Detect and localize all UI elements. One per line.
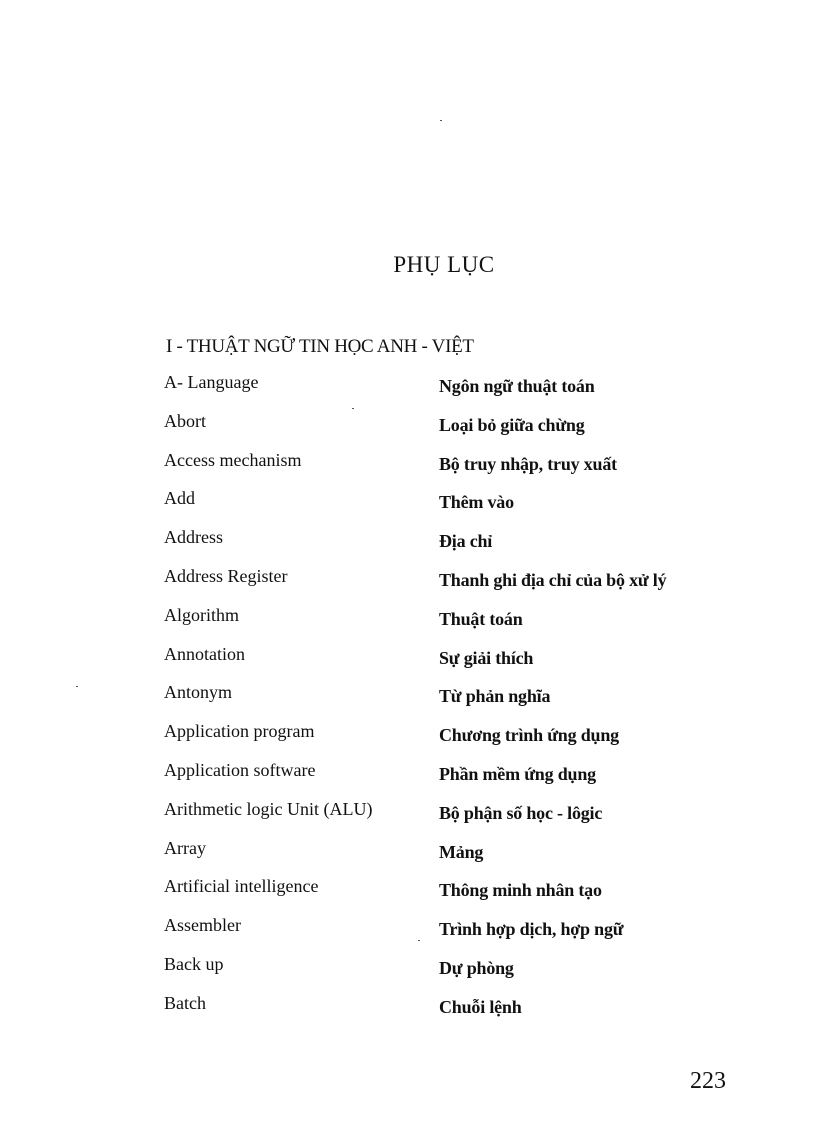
glossary-row	[162, 876, 742, 915]
glossary-row	[162, 954, 742, 993]
glossary-term: Annotation	[164, 643, 245, 664]
glossary-row	[162, 566, 742, 605]
glossary-row	[162, 799, 742, 838]
glossary-definition: Từ phản nghĩa	[439, 686, 551, 707]
glossary-term: Abort	[164, 410, 206, 431]
glossary-term: Add	[164, 488, 195, 509]
glossary-term: Application software	[164, 759, 316, 780]
glossary-definition: Chương trình ứng dụng	[439, 725, 619, 746]
glossary-definition: Loại bỏ giữa chừng	[439, 414, 585, 435]
glossary-definition: Chuỗi lệnh	[439, 996, 522, 1017]
glossary-term: Antonym	[164, 682, 233, 703]
glossary-definition: Thêm vào	[439, 492, 514, 513]
glossary-row	[162, 450, 742, 489]
glossary-term: Algorithm	[164, 604, 239, 625]
glossary-row	[162, 644, 742, 683]
glossary-row	[162, 838, 742, 877]
glossary-definition: Địa chỉ	[439, 531, 493, 552]
glossary-row	[162, 993, 742, 1032]
glossary-definition: Dự phòng	[439, 957, 514, 978]
glossary-row	[162, 372, 742, 411]
glossary-row	[162, 527, 742, 566]
glossary-term: Artificial intelligence	[164, 876, 319, 897]
glossary-definition: Phần mềm ứng dụng	[439, 763, 596, 784]
glossary-definition: Trình hợp dịch, hợp ngữ	[439, 919, 624, 940]
glossary-term: Array	[164, 837, 206, 858]
glossary-term: Address	[164, 527, 223, 548]
glossary-list	[162, 372, 742, 1032]
glossary-row	[162, 411, 742, 450]
glossary-term: Back up	[164, 953, 224, 974]
page-title: PHỤ LỤC	[393, 252, 495, 277]
glossary-row	[162, 721, 742, 760]
glossary-definition: Bộ truy nhập, truy xuất	[439, 453, 617, 474]
glossary-term: Arithmetic logic Unit (ALU)	[164, 798, 373, 819]
glossary-term: Application program	[164, 721, 315, 742]
glossary-definition: Ngôn ngữ thuật toán	[439, 376, 595, 396]
glossary-definition: Thanh ghi địa chỉ của bộ xử lý	[439, 569, 667, 590]
section-heading: I - THUẬT NGỮ TIN HỌC ANH - VIỆT	[166, 336, 474, 357]
glossary-term: Address Register	[164, 565, 288, 586]
glossary-row	[162, 915, 742, 954]
glossary-term: Access mechanism	[164, 449, 302, 470]
scan-speck	[440, 120, 442, 121]
glossary-term: Assembler	[164, 915, 241, 936]
page-number: 223	[690, 1068, 726, 1094]
glossary-definition: Thuật toán	[439, 608, 523, 629]
glossary-row	[162, 488, 742, 527]
glossary-term: Batch	[164, 992, 206, 1013]
glossary-row	[162, 760, 742, 799]
glossary-row	[162, 605, 742, 644]
glossary-definition: Bộ phận số học - lôgic	[439, 802, 603, 823]
glossary-row	[162, 682, 742, 721]
glossary-definition: Mảng	[439, 841, 484, 862]
scan-speck	[76, 686, 78, 687]
glossary-term: A- Language	[164, 372, 259, 392]
glossary-definition: Thông minh nhân tạo	[439, 880, 602, 901]
glossary-definition: Sự giải thích	[439, 647, 534, 668]
